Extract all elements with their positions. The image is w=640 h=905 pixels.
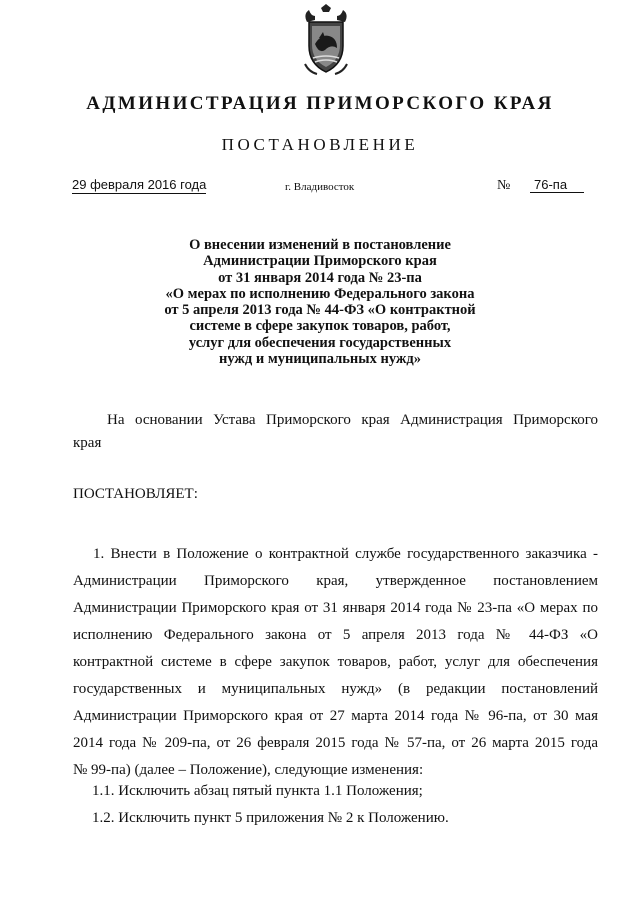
paragraph-line: Администрации Приморского края, утвержденное постановлением xyxy=(73,573,598,589)
subitem-1-2: 1.2. Исключить пункт 5 приложения № 2 к Положению. xyxy=(92,810,449,826)
subitem-1-1: 1.1. Исключить абзац пятый пункта 1.1 Положения; xyxy=(92,783,423,799)
document-type: ПОСТАНОВЛЕНИЕ xyxy=(221,135,419,154)
paragraph-line: контрактной системе в сфере закупок товаров, работ, услуг для обеспечения xyxy=(73,654,598,670)
organization-name: АДМИНИСТРАЦИЯ ПРИМОРСКОГО КРАЯ xyxy=(86,93,554,114)
title-line: от 5 апреля 2013 года № 44-ФЗ «О контрактной xyxy=(164,302,476,319)
paragraph-line: 2014 года № 209-па, от 26 февраля 2015 года № 57-па, от 26 марта 2015 года xyxy=(73,735,598,751)
coat-of-arms-icon xyxy=(299,4,353,76)
title-line: нужд и муниципальных нужд» xyxy=(218,351,421,368)
document-title xyxy=(100,237,540,367)
resolves-heading: ПОСТАНОВЛЯЕТ: xyxy=(73,486,198,502)
title-line: услуг для обеспечения государственных xyxy=(188,334,452,351)
paragraph-line: № 99-па) (далее – Положение), следующие изменения: xyxy=(73,762,424,778)
document-number: 76-па xyxy=(530,177,584,193)
paragraph-line: Администрации Приморского края от 27 марта 2014 года № 96-па, от 30 мая xyxy=(73,708,598,724)
paragraph-line: Администрации Приморского края от 31 января 2014 года № 23-па «О мерах по xyxy=(73,600,598,616)
title-line: Администрации Приморского края xyxy=(203,253,437,270)
paragraph-line: государственных и муниципальных нужд» (в редакции постановлений xyxy=(73,681,598,697)
title-line: системе в сфере закупок товаров, работ, xyxy=(189,318,451,335)
paragraph-line: 1. Внести в Положение о контрактной службе государственного заказчика - xyxy=(93,546,598,562)
title-line: от 31 января 2014 года № 23-па xyxy=(218,269,422,286)
paragraph-line: края xyxy=(73,435,102,451)
basis-paragraph xyxy=(73,409,598,455)
item-1-paragraph xyxy=(73,541,598,784)
title-line: «О мерах по исполнению Федерального закона xyxy=(165,285,475,302)
document-city: г. Владивосток xyxy=(285,181,355,193)
paragraph-line: На основании Устава Приморского края Администрация Приморского xyxy=(107,412,598,428)
paragraph-line: исполнению Федерального закона от 5 апреля 2013 года № 44-ФЗ «О xyxy=(73,627,598,643)
document-date: 29 февраля 2016 года xyxy=(72,177,207,192)
title-line: О внесении изменений в постановление xyxy=(189,237,451,253)
document-number-label: № xyxy=(497,178,511,193)
